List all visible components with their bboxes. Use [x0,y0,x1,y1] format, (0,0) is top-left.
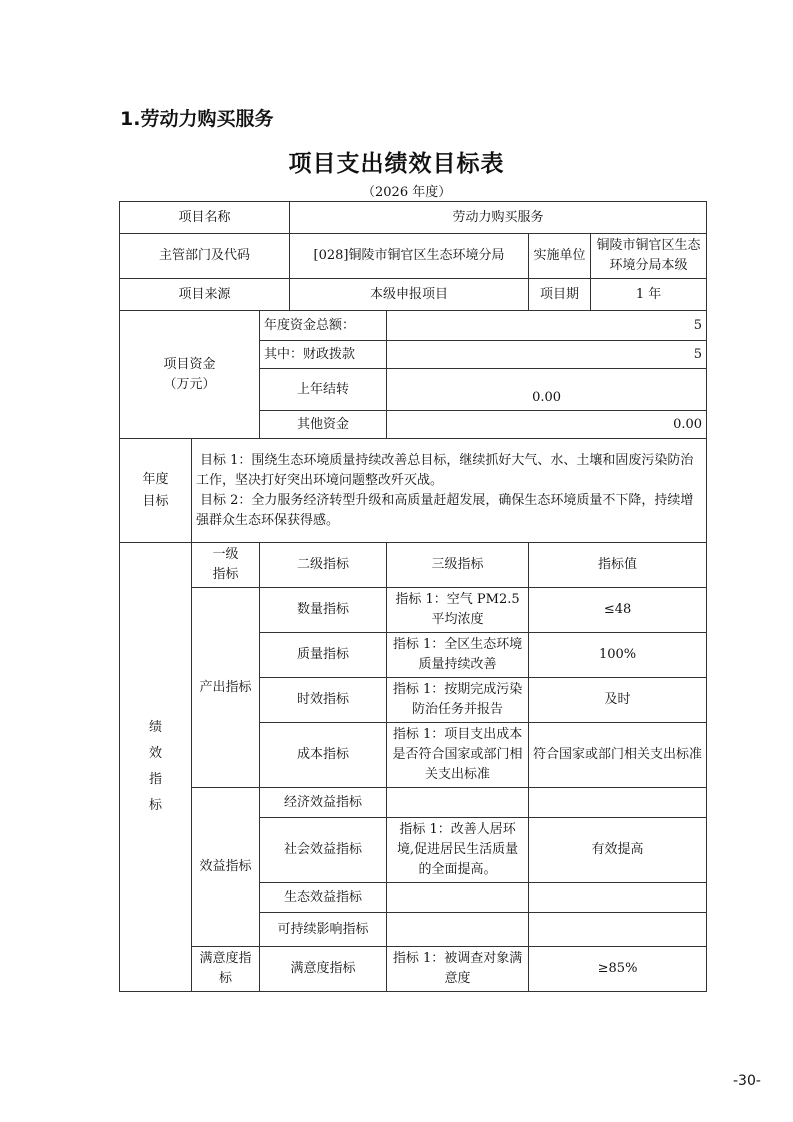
row-funds-total [120,311,707,341]
benefit-value [529,788,707,818]
row-indicator-header [120,543,707,588]
funds-label-text: 项目资金（万元） [163,356,216,392]
row-project-name [120,202,707,234]
goals-content [192,439,707,543]
benefit-value [529,883,707,913]
source-value: 本级申报项目 [290,279,529,311]
dept-label: 主管部门及代码 [120,234,290,279]
header-level3: 三级指标 [387,543,529,588]
perf-label-text: 绩效指标 [148,720,162,813]
row-department [120,234,707,279]
section-heading: 1.劳动力购买服务 [120,108,274,130]
benefit-row-1 [120,788,707,818]
output-level2: 时效指标 [260,678,387,723]
output-level3: 指标 1：按期完成污染防治任务并报告 [387,678,529,723]
funds-fiscal-value: 5 [387,341,707,369]
goals-label-text: 年度目标 [142,471,169,509]
satisfaction-level3: 指标 1：被调查对象满意度 [387,947,529,992]
goal-1: 目标 1：围绕生态环境质量持续改善总目标，继续抓好大气、水、土壤和固废污染防治工作，坚决打好突出环境问题整改歼灭战。 [196,452,694,488]
output-level3: 指标 1：项目支出成本是否符合国家或部门相关支出标准 [387,723,529,788]
satisfaction-label: 满意度指标 [192,947,260,992]
satisfaction-level2: 满意度指标 [260,947,387,992]
source-label: 项目来源 [120,279,290,311]
row-goals [120,439,707,543]
benefit-value: 有效提高 [529,818,707,883]
header-level1 [192,543,260,588]
benefit-level3 [387,913,529,947]
header-level2: 二级指标 [260,543,387,588]
funds-other-label: 其他资金 [260,411,387,439]
output-level2: 质量指标 [260,633,387,678]
dept-value: [028]铜陵市铜官区生态环境分局 [290,234,529,279]
perf-label [120,543,192,992]
page-number: -30- [733,1073,761,1089]
output-row-1 [120,588,707,633]
output-value: 及时 [529,678,707,723]
funds-label [120,311,260,439]
benefit-level3: 指标 1：改善人居环境,促进居民生活质量的全面提高。 [387,818,529,883]
header-level1-text: 一级指标 [212,547,239,582]
row-source [120,279,707,311]
period-label: 项目期 [529,279,591,311]
benefit-level2: 可持续影响指标 [260,913,387,947]
output-level3: 指标 1：全区生态环境质量持续改善 [387,633,529,678]
impl-unit-label: 实施单位 [529,234,591,279]
project-name-value: 劳动力购买服务 [290,202,707,234]
project-name-label: 项目名称 [120,202,290,234]
benefit-value [529,913,707,947]
satisfaction-value: ≥85% [529,947,707,992]
funds-carry-label: 上年结转 [260,369,387,411]
period-value: 1 年 [591,279,707,311]
output-value: 符合国家或部门相关支出标准 [529,723,707,788]
benefit-level3 [387,883,529,913]
benefit-level2: 社会效益指标 [260,818,387,883]
benefit-level2: 生态效益指标 [260,883,387,913]
funds-fiscal-label: 其中：财政拨款 [260,341,387,369]
funds-total-value: 5 [387,311,707,341]
goals-label [120,439,192,543]
output-label: 产出指标 [192,588,260,788]
output-level2: 成本指标 [260,723,387,788]
output-value: 100% [529,633,707,678]
benefit-label: 效益指标 [192,788,260,947]
benefit-level2: 经济效益指标 [260,788,387,818]
output-value: ≤48 [529,588,707,633]
performance-table [119,201,707,992]
satisfaction-row [120,947,707,992]
table-title: 项目支出绩效目标表 [288,151,505,177]
benefit-level3 [387,788,529,818]
output-level2: 数量指标 [260,588,387,633]
impl-unit-value: 铜陵市铜官区生态环境分局本级 [591,234,707,279]
funds-other-value: 0.00 [387,411,707,439]
funds-carry-value: 0.00 [387,369,707,411]
year-note: （2026 年度） [362,185,452,200]
header-value: 指标值 [529,543,707,588]
goal-2: 目标 2：全力服务经济转型升级和高质量赶超发展，确保生态环境质量不下降，持续增强群众生态环保获得感。 [196,492,694,528]
funds-total-label: 年度资金总额： [260,311,387,341]
output-level3: 指标 1：空气 PM2.5 平均浓度 [387,588,529,633]
